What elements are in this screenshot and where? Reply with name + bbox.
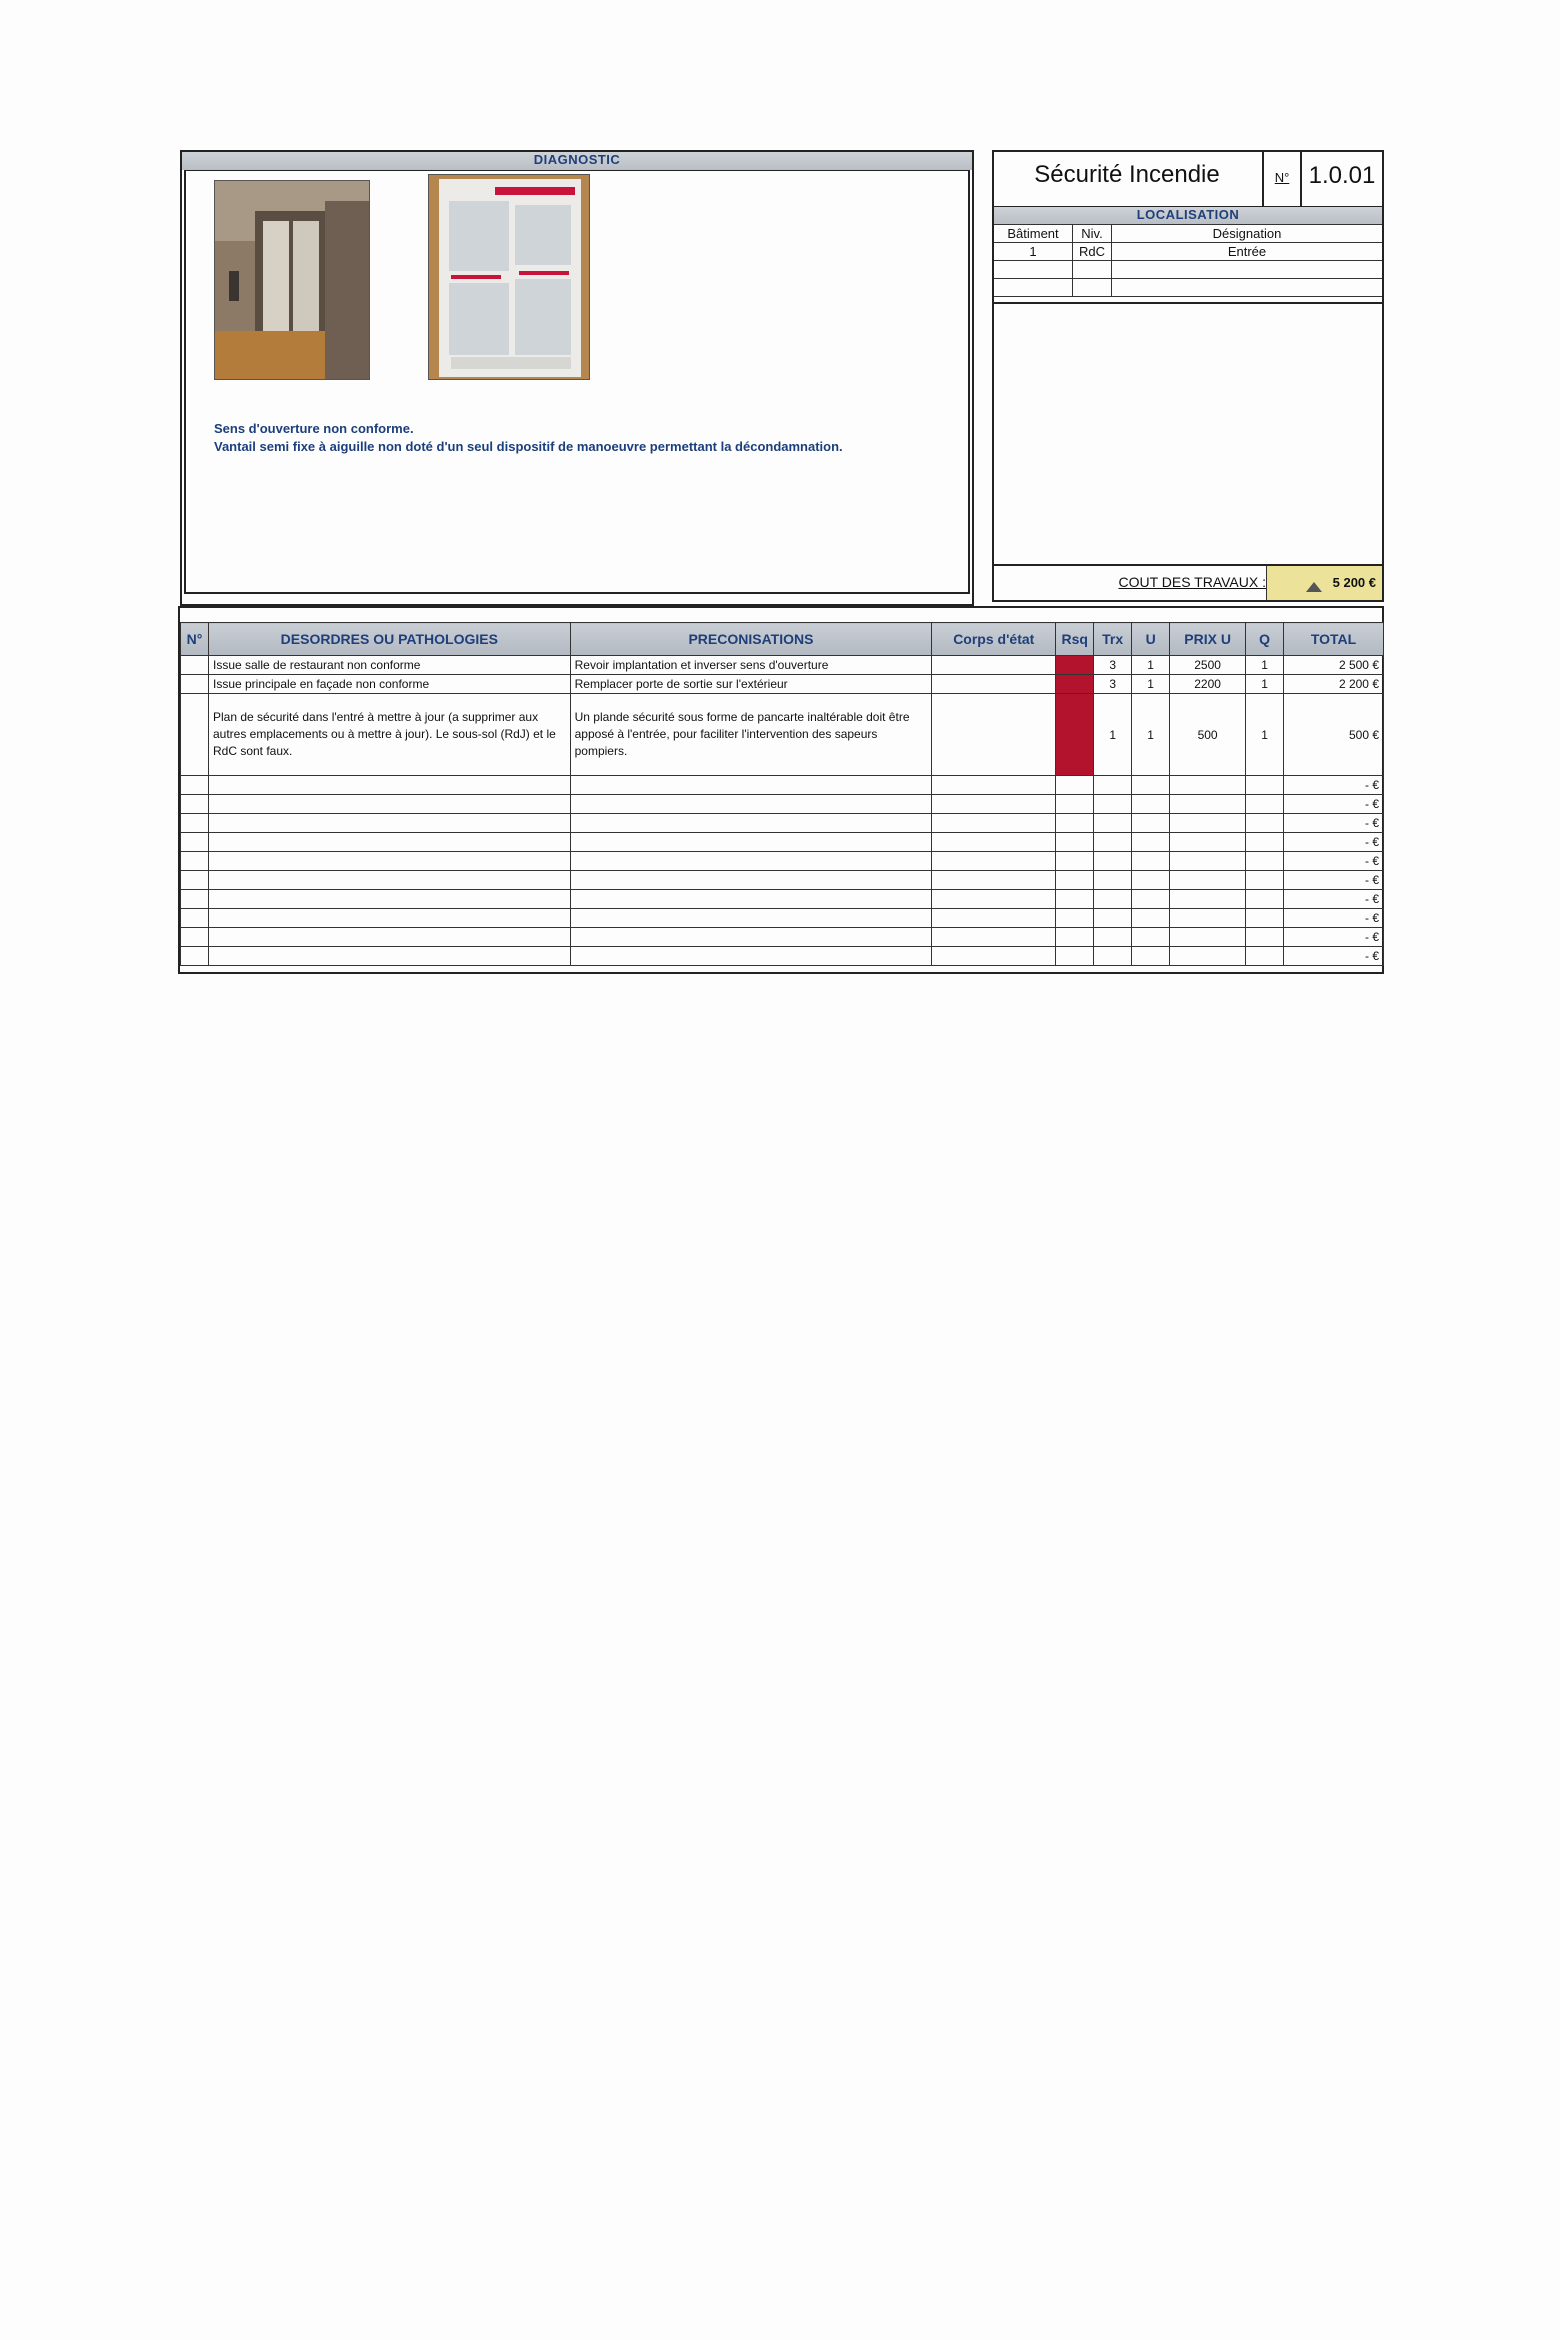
empty-cell [1170, 833, 1246, 852]
empty-cell [570, 909, 932, 928]
empty-cell [208, 928, 570, 947]
empty-cell [1132, 947, 1170, 966]
total-cell: - € [1284, 795, 1384, 814]
total-cell: - € [1284, 814, 1384, 833]
empty-cell [1170, 776, 1246, 795]
empty-cell [208, 909, 570, 928]
empty-cell [1246, 814, 1284, 833]
fiche-panel [992, 150, 1384, 602]
empty-cell [1056, 795, 1094, 814]
empty-cell [1056, 871, 1094, 890]
empty-table-row [181, 890, 1384, 909]
total-cell: - € [1284, 890, 1384, 909]
fiche-number-value: 1.0.01 [1308, 162, 1376, 189]
fiche-title: Sécurité Incendie [1034, 161, 1220, 188]
empty-cell [570, 814, 932, 833]
col-header-q: Q [1246, 623, 1284, 656]
loc-empty-cell [994, 279, 1073, 297]
empty-cell [1132, 871, 1170, 890]
empty-cell [208, 776, 570, 795]
empty-cell [1094, 928, 1132, 947]
diagnostic-line-1: Sens d'ouverture non conforme. [214, 421, 414, 436]
unit-price-cell: 500 [1170, 694, 1246, 776]
trx-cell: 3 [1094, 675, 1132, 694]
empty-cell [181, 833, 209, 852]
empty-cell [1246, 795, 1284, 814]
empty-cell [1246, 871, 1284, 890]
preconisation-cell: Revoir implantation et inverser sens d'ouverture [570, 656, 932, 675]
loc-empty-cell [1112, 261, 1383, 279]
row-number-cell [181, 675, 209, 694]
empty-cell [1246, 852, 1284, 871]
empty-cell [1170, 947, 1246, 966]
col-header-total: TOTAL [1284, 623, 1384, 656]
loc-col-designation: Désignation [1112, 225, 1383, 243]
empty-cell [570, 947, 932, 966]
row-number-cell [181, 656, 209, 675]
empty-cell [1094, 909, 1132, 928]
empty-cell [1170, 890, 1246, 909]
quantity-cell: 1 [1246, 694, 1284, 776]
localisation-bottom-rule [994, 302, 1382, 304]
total-cell: - € [1284, 928, 1384, 947]
preconisation-cell: Un plande sécurité sous forme de pancarte inaltérable doit être apposé à l'entrée, pour faciliter l'intervention des sapeurs pompiers. [570, 694, 932, 776]
total-cell: 2 200 € [1284, 675, 1384, 694]
localisation-header: LOCALISATION [994, 206, 1382, 224]
table-row [181, 656, 1384, 675]
empty-cell [1170, 814, 1246, 833]
unit-cell: 1 [1132, 656, 1170, 675]
empty-cell [1132, 795, 1170, 814]
empty-cell [932, 890, 1056, 909]
table-row [181, 694, 1384, 776]
empty-cell [181, 852, 209, 871]
empty-cell [181, 814, 209, 833]
entrance-door-photo [214, 180, 370, 380]
empty-cell [1132, 776, 1170, 795]
empty-table-row [181, 928, 1384, 947]
loc-niveau-value: RdC [1073, 243, 1112, 261]
empty-cell [1056, 947, 1094, 966]
col-header-u: U [1132, 623, 1170, 656]
preconisation-cell: Remplacer porte de sortie sur l'extérieur [570, 675, 932, 694]
empty-cell [1170, 928, 1246, 947]
empty-cell [1246, 890, 1284, 909]
empty-table-row [181, 833, 1384, 852]
empty-cell [1132, 890, 1170, 909]
empty-cell [1056, 814, 1094, 833]
empty-cell [1056, 890, 1094, 909]
empty-cell [1132, 852, 1170, 871]
arrow-up-icon [1306, 582, 1322, 592]
empty-table-row [181, 852, 1384, 871]
empty-cell [1094, 947, 1132, 966]
empty-cell [1132, 833, 1170, 852]
col-header-preconisations: PRECONISATIONS [570, 623, 932, 656]
empty-cell [1132, 909, 1170, 928]
unit-cell: 1 [1132, 675, 1170, 694]
loc-batiment-value: 1 [994, 243, 1073, 261]
row-number-cell [181, 694, 209, 776]
loc-col-niveau: Niv. [1073, 225, 1112, 243]
empty-cell [1094, 871, 1132, 890]
unit-price-cell: 2200 [1170, 675, 1246, 694]
empty-cell [1170, 852, 1246, 871]
diagnostic-line-2: Vantail semi fixe à aiguille non doté d'un seul dispositif de manoeuvre permettant la décondamnation. [214, 439, 843, 454]
empty-cell [1094, 833, 1132, 852]
empty-cell [1246, 909, 1284, 928]
empty-cell [1246, 776, 1284, 795]
empty-cell [932, 909, 1056, 928]
empty-table-row [181, 871, 1384, 890]
empty-cell [1246, 928, 1284, 947]
empty-cell [208, 947, 570, 966]
empty-cell [208, 795, 570, 814]
risk-level-cell [1056, 656, 1094, 675]
empty-cell [932, 795, 1056, 814]
loc-empty-cell [1112, 279, 1383, 297]
diagnostic-header: DIAGNOSTIC [182, 152, 972, 170]
empty-cell [208, 852, 570, 871]
empty-cell [208, 871, 570, 890]
empty-table-row [181, 776, 1384, 795]
empty-cell [570, 852, 932, 871]
empty-cell [1094, 814, 1132, 833]
col-header-desordres: DESORDRES OU PATHOLOGIES [208, 623, 570, 656]
empty-cell [932, 852, 1056, 871]
loc-empty-cell [994, 261, 1073, 279]
empty-table-row [181, 795, 1384, 814]
empty-cell [570, 871, 932, 890]
unit-cell: 1 [1132, 694, 1170, 776]
empty-cell [570, 890, 932, 909]
col-header-trx: Trx [1094, 623, 1132, 656]
empty-cell [208, 833, 570, 852]
corps-etat-cell [932, 656, 1056, 675]
empty-cell [1056, 833, 1094, 852]
empty-cell [1132, 928, 1170, 947]
table-row [181, 675, 1384, 694]
total-cell: - € [1284, 852, 1384, 871]
quantity-cell: 1 [1246, 656, 1284, 675]
fiche-number-label: N° [1274, 170, 1290, 185]
empty-table-row [181, 909, 1384, 928]
corps-etat-cell [932, 675, 1056, 694]
disorders-table [180, 622, 1384, 966]
desordre-cell: Issue principale en façade non conforme [208, 675, 570, 694]
total-cell: 500 € [1284, 694, 1384, 776]
empty-cell [1094, 890, 1132, 909]
total-cell: - € [1284, 833, 1384, 852]
localisation-table [994, 224, 1382, 297]
empty-cell [1056, 909, 1094, 928]
empty-cell [181, 890, 209, 909]
empty-cell [932, 947, 1056, 966]
loc-designation-value: Entrée [1112, 243, 1383, 261]
empty-cell [181, 795, 209, 814]
total-cell: - € [1284, 776, 1384, 795]
total-cell: - € [1284, 909, 1384, 928]
empty-cell [932, 833, 1056, 852]
col-header-number: N° [181, 623, 209, 656]
empty-cell [570, 833, 932, 852]
total-cell: - € [1284, 947, 1384, 966]
loc-empty-cell [1073, 261, 1112, 279]
cost-label: COUT DES TRAVAUX : [1118, 574, 1266, 590]
empty-cell [1056, 776, 1094, 795]
empty-table-row [181, 947, 1384, 966]
empty-cell [1094, 795, 1132, 814]
empty-cell [570, 795, 932, 814]
empty-cell [1056, 928, 1094, 947]
empty-cell [1170, 909, 1246, 928]
empty-cell [181, 909, 209, 928]
loc-empty-cell [1073, 279, 1112, 297]
risk-level-cell [1056, 675, 1094, 694]
empty-cell [1246, 947, 1284, 966]
empty-cell [570, 776, 932, 795]
trx-cell: 3 [1094, 656, 1132, 675]
risk-level-cell [1056, 694, 1094, 776]
col-header-rsq: Rsq [1056, 623, 1094, 656]
empty-cell [1170, 871, 1246, 890]
empty-cell [1094, 776, 1132, 795]
empty-cell [932, 814, 1056, 833]
empty-cell [570, 928, 932, 947]
empty-cell [1056, 852, 1094, 871]
empty-cell [932, 776, 1056, 795]
empty-cell [1132, 814, 1170, 833]
empty-cell [181, 928, 209, 947]
empty-cell [932, 928, 1056, 947]
empty-cell [208, 890, 570, 909]
diagnostic-panel [180, 150, 974, 606]
loc-col-batiment: Bâtiment [994, 225, 1073, 243]
empty-cell [932, 871, 1056, 890]
total-cell: 2 500 € [1284, 656, 1384, 675]
empty-cell [208, 814, 570, 833]
trx-cell: 1 [1094, 694, 1132, 776]
empty-rows-group [181, 776, 1384, 966]
desordre-cell: Plan de sécurité dans l'entré à mettre à jour (a supprimer aux autres emplacements ou à mettre à jour). Le sous-sol (RdJ) et le RdC sont faux. [208, 694, 570, 776]
empty-cell [181, 776, 209, 795]
col-header-corps-etat: Corps d'état [932, 623, 1056, 656]
evacuation-plan-photo [428, 174, 590, 380]
unit-price-cell: 2500 [1170, 656, 1246, 675]
empty-cell [181, 871, 209, 890]
corps-etat-cell [932, 694, 1056, 776]
desordre-cell: Issue salle de restaurant non conforme [208, 656, 570, 675]
empty-cell [1094, 852, 1132, 871]
empty-cell [1170, 795, 1246, 814]
col-header-prix-u: PRIX U [1170, 623, 1246, 656]
empty-table-row [181, 814, 1384, 833]
empty-cell [1246, 833, 1284, 852]
total-cell: - € [1284, 871, 1384, 890]
cost-value: 5 200 € [1266, 566, 1382, 600]
quantity-cell: 1 [1246, 675, 1284, 694]
empty-cell [181, 947, 209, 966]
